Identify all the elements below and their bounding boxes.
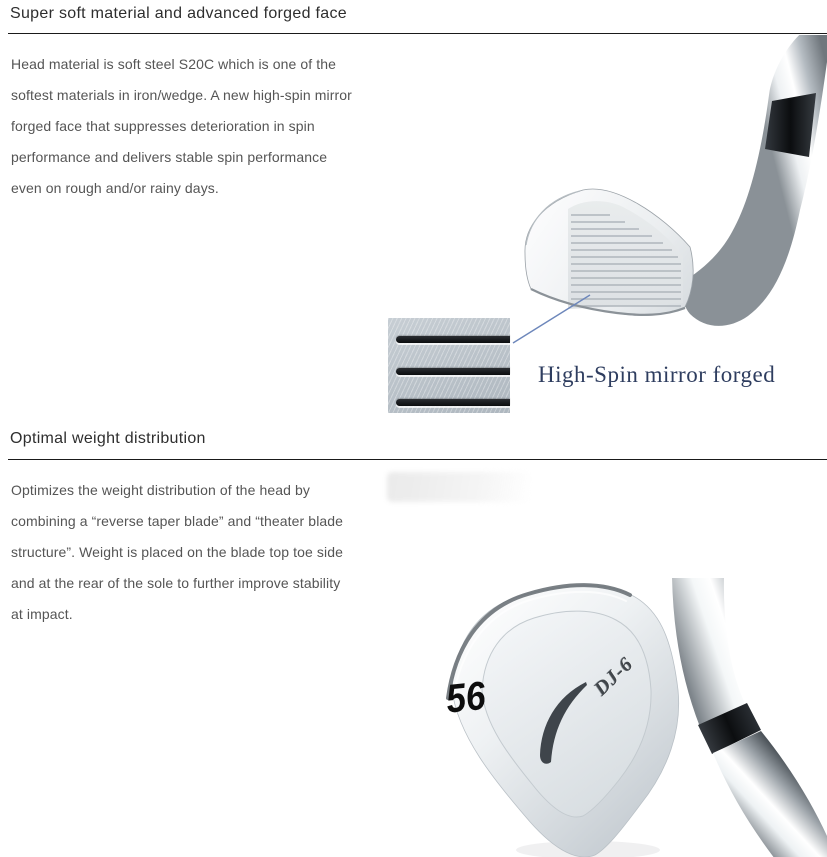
model-name-label: DJ-6 (590, 652, 638, 701)
club-shaft-lower (713, 731, 827, 857)
photo-edge-smudge (387, 472, 530, 502)
section-divider (8, 33, 827, 34)
callout-line (513, 295, 590, 343)
loft-number-label: 56 (444, 673, 488, 722)
section-heading-forged-face: Super soft material and advanced forged face (10, 5, 347, 22)
hosel-ferrule (672, 578, 746, 727)
face-plate (568, 201, 683, 309)
shaft-band (765, 93, 816, 157)
club-shaft (682, 35, 827, 326)
groove-bar (396, 399, 510, 406)
section-heading-weight-distribution: Optimal weight distribution (10, 430, 206, 447)
section-paragraph-weight-distribution: Optimizes the weight distribution of the head by combining a “reverse taper blade” and “theater blade structure”. Weight is placed on the blade top toe side and at the rear of the sole to further improve stability at impact. (11, 482, 344, 622)
section-divider (8, 459, 827, 460)
groove-bar (396, 336, 510, 343)
caption-high-spin: High-Spin mirror forged (538, 362, 776, 387)
groove-closeup-inset (388, 318, 510, 413)
section-paragraph-forged-face: Head material is soft steel S20C which is one of the softest materials in iron/wedge. A new high-spin mirror forged face that suppresses deterioration in spin performance and delivers stable spin performance even on rough and/or rainy days. (11, 56, 352, 196)
groove-bar (396, 368, 510, 375)
